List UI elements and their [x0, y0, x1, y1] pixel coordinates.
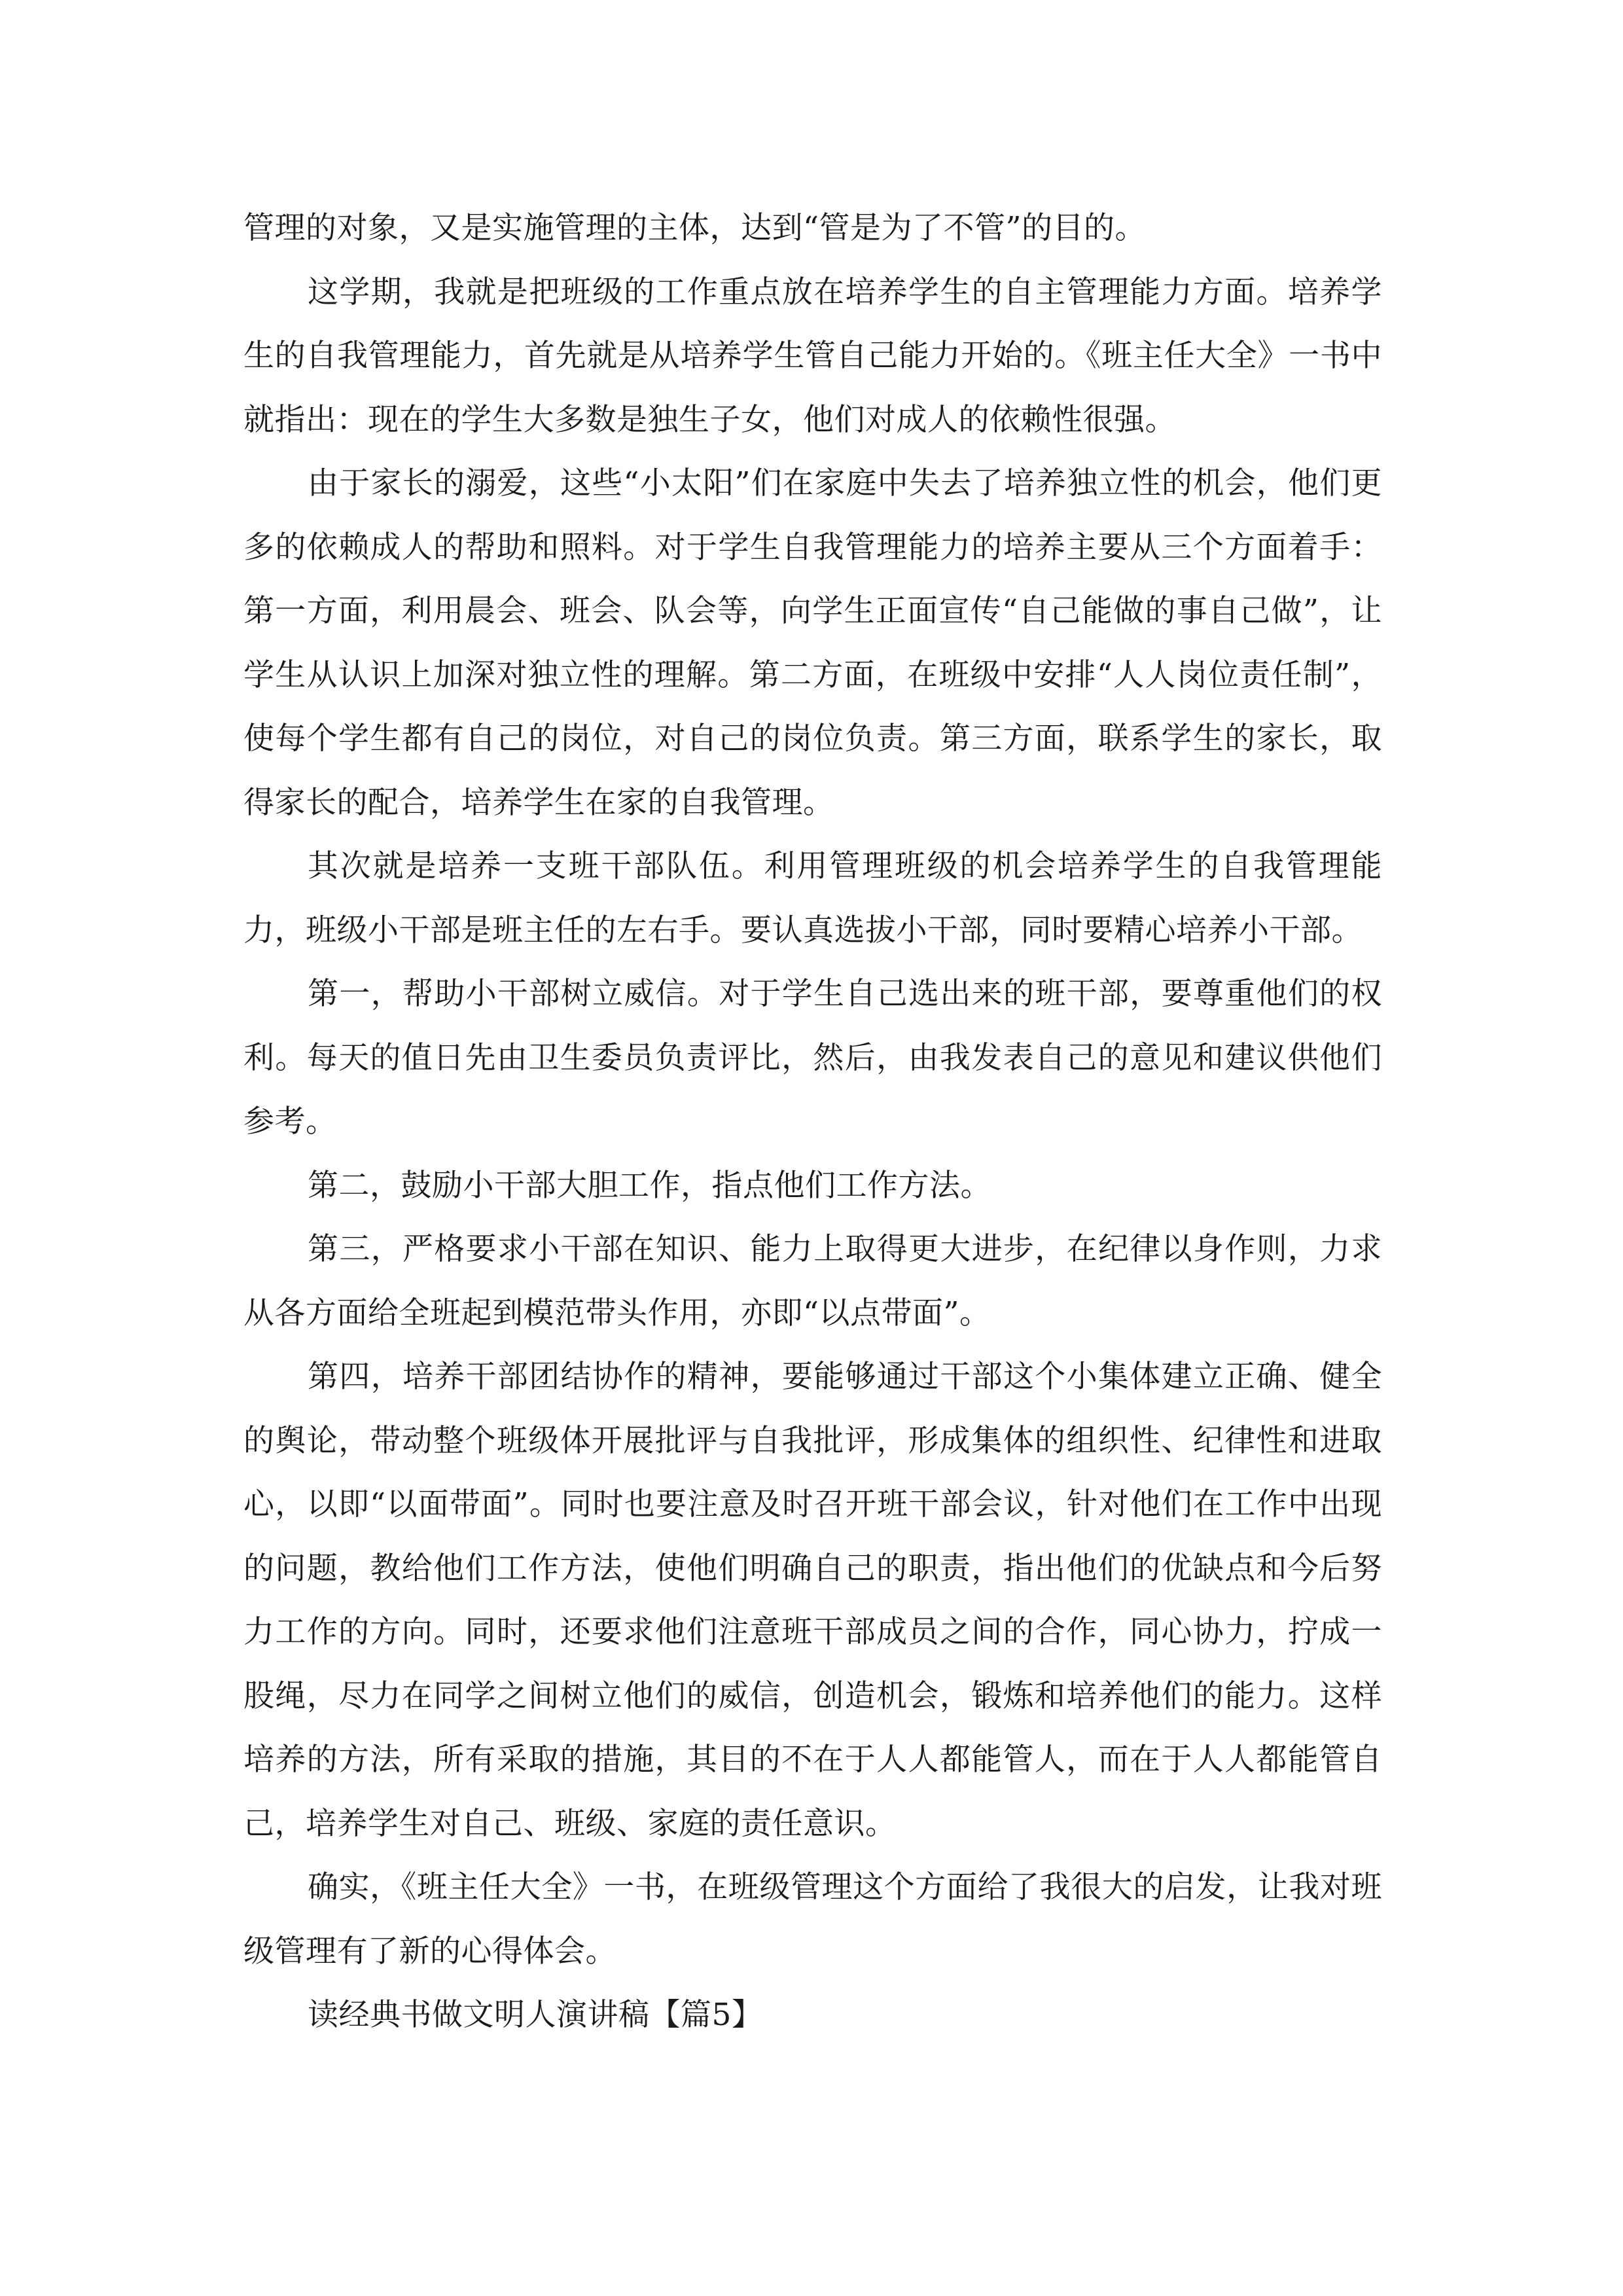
paragraph-8: 第四，培养干部团结协作的精神，要能够通过干部这个小集体建立正确、健全的舆论，带动整个班级体开展批评与自我批评，形成集体的组织性、纪律性和进取心，以即“以面带面”。同时也要注意及时召开班干部会议，针对他们在工作中出现的问题，教给他们工作方法，使他们明确自己的职责，指出他们的优缺点和今后努力工作的方向。同时，还要求他们注意班干部成员之间的合作，同心协力，拧成一股绳，尽力在同学之间树立他们的威信，创造机会，锻炼和培养他们的能力。这样培养的方法，所有采取的措施，其目的不在于人人都能管人，而在于人人都能管自己，培养学生对自己、班级、家庭的责任意识。 — [243, 1359, 1382, 1842]
paragraph-1: 管理的对象，又是实施管理的主体，达到“管是为了不管”的目的。 — [243, 210, 1147, 246]
section-heading: 读经典书做文明人演讲稿【篇5】 — [308, 1997, 763, 2033]
paragraph-2: 这学期，我就是把班级的工作重点放在培养学生的自主管理能力方面。培养学生的自我管理能力，首先就是从培养学生管自己能力开始的。《班主任大全》一书中就指出：现在的学生大多数是独生子女，他们对成人的依赖性很强。 — [243, 274, 1382, 438]
paragraph-7: 第三，严格要求小干部在知识、能力上取得更大进步，在纪律以身作则，力求从各方面给全班起到模范带头作用，亦即“以点带面”。 — [243, 1231, 1382, 1331]
document-page — [243, 196, 1382, 2225]
paragraph-9: 确实，《班主任大全》一书，在班级管理这个方面给了我很大的启发，让我对班级管理有了新的心得体会。 — [243, 1869, 1382, 1969]
paragraph-5: 第一，帮助小干部树立威信。对于学生自己选出来的班干部，要尊重他们的权利。每天的值日先由卫生委员负责评比，然后，由我发表自己的意见和建议供他们参考。 — [243, 976, 1382, 1139]
paragraph-3: 由于家长的溺爱，这些“小太阳”们在家庭中失去了培养独立性的机会，他们更多的依赖成人的帮助和照料。对于学生自我管理能力的培养主要从三个方面着手：第一方面，利用晨会、班会、队会等，向学生正面宣传“自己能做的事自己做”，让学生从认识上加深对独立性的理解。第二方面，在班级中安排“人人岗位责任制”，使每个学生都有自己的岗位，对自己的岗位负责。第三方面，联系学生的家长，取得家长的配合，培养学生在家的自我管理。 — [243, 465, 1382, 821]
paragraph-6: 第二，鼓励小干部大胆工作，指点他们工作方法。 — [308, 1167, 991, 1204]
paragraph-4: 其次就是培养一支班干部队伍。利用管理班级的机会培养学生的自我管理能力，班级小干部是班主任的左右手。要认真选拔小干部，同时要精心培养小干部。 — [243, 848, 1382, 948]
